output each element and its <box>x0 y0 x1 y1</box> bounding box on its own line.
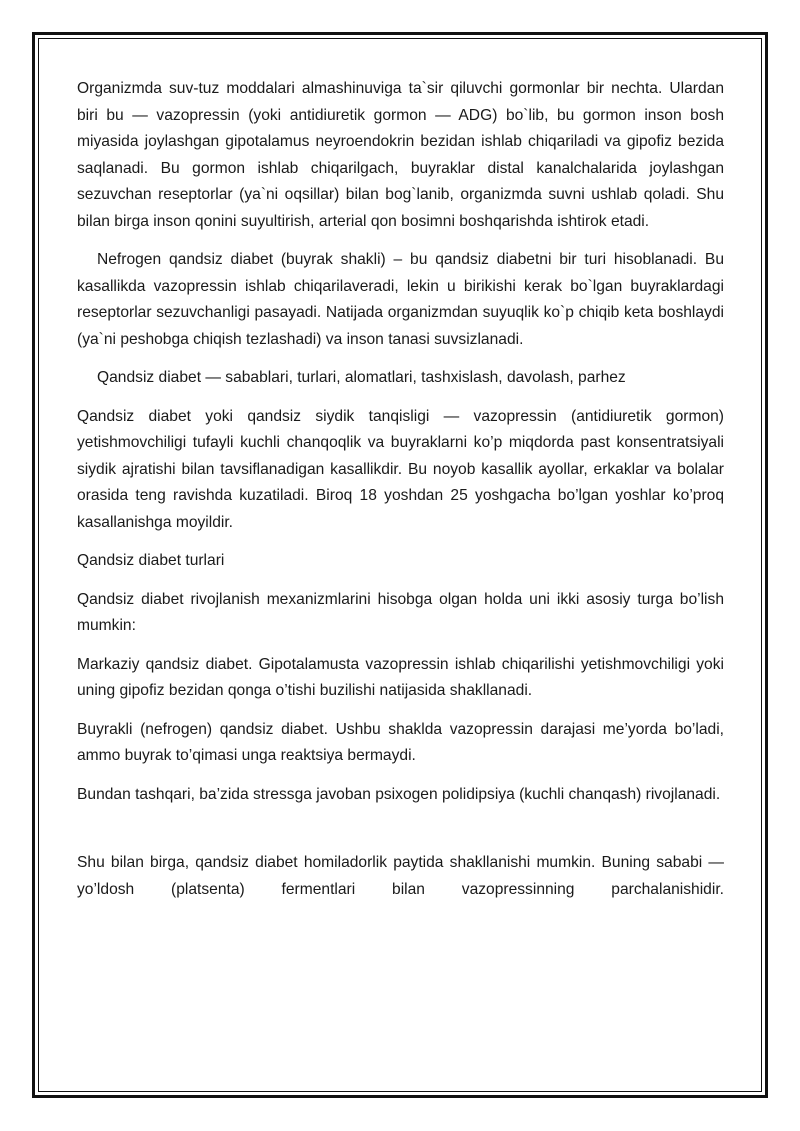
paragraph-heading-causes: Qandsiz diabet — sabablari, turlari, alomatlari, tashxislash, davolash, parhez <box>97 369 626 386</box>
paragraph-gap <box>77 820 724 850</box>
paragraph-psychogenic: Bundan tashqari, ba’zida stressga javoban psixogen polidipsiya (kuchli chanqash) rivojlanadi. <box>77 785 721 803</box>
paragraph-central-type: Markaziy qandsiz diabet. Gipotalamusta vazopressin ishlab chiqarilishi yetishmovchiligi yoki uning gipofiz bezidan qonga o’tishi buzilishi natijasida shakllanadi. <box>77 655 724 699</box>
document-body <box>77 76 724 915</box>
paragraph-pregnancy: Shu bilan birga, qandsiz diabet homiladorlik paytida shakllanishi mumkin. Buning sababi — yo’ldosh (platsenta) fermentlari bilan vazopressinning parchalanishidir. <box>77 854 724 898</box>
paragraph-vasopressin-intro: Organizmda suv-tuz moddalari almashinuviga ta`sir qiluvchi gormonlar bir nechta. Ulardan biri bu — vazopressin (yoki antidiuretik gormon — ADG) bo`lib, bu gormon inson bosh miyasida joylashgan gipotalamus neyroendokrin bezidan ishlab chiqariladi va gipofiz bezida saqlanadi. Bu gormon ishlab chiqarilgach, buyraklar distal kanalchalarida joylashgan sezuvchan reseptorlar (ya`ni oqsillar) bilan bog`lanib, organizmda suvni ushlab qoladi. Shu bilan birga inson qonini suyultirish, arterial qon bosimni boshqarishda ishtirok etadi. <box>77 80 724 230</box>
paragraph-heading-types: Qandsiz diabet turlari <box>77 552 225 569</box>
paragraph-nephrogenic: Nefrogen qandsiz diabet (buyrak shakli) – bu qandsiz diabetni bir turi hisoblanadi. Bu kasallikda vazopressin ishlab chiqarilaveradi, lekin u birikishi kerak bo`lgan buyraklardagi reseptorlar sezuvchanligi pasayadi. Natijada organizmdan suyuqlik ko`p chiqib keta boshlaydi (ya`ni peshobga chiqish tezlashadi) va inson tanasi suvsizlanadi. <box>77 251 724 348</box>
paragraph-definition: Qandsiz diabet yoki qandsiz siydik tanqisligi — vazopressin (antidiuretik gormon) yetishmovchiligi tufayli kuchli chanqoqlik va buyraklarni ko’p miqdorda past konsentratsiyali siydik ajratishi bilan tavsiflanadigan kasallikdir. Bu noyob kasallik ayollar, erkaklar va bolalar orasida teng ravishda kuzatiladi. Biroq 18 yoshdan 25 yoshgacha bo’lgan yoshlar ko’proq kasallanishga moyildir. <box>77 407 724 531</box>
paragraph-two-types: Qandsiz diabet rivojlanish mexanizmlarini hisobga olgan holda uni ikki asosiy turga bo’lish mumkin: <box>77 590 724 634</box>
paragraph-renal-type: Buyrakli (nefrogen) qandsiz diabet. Ushbu shaklda vazopressin darajasi me’yorda bo’ladi, ammo buyrak to’qimasi unga reaktsiya bermaydi. <box>77 720 724 764</box>
